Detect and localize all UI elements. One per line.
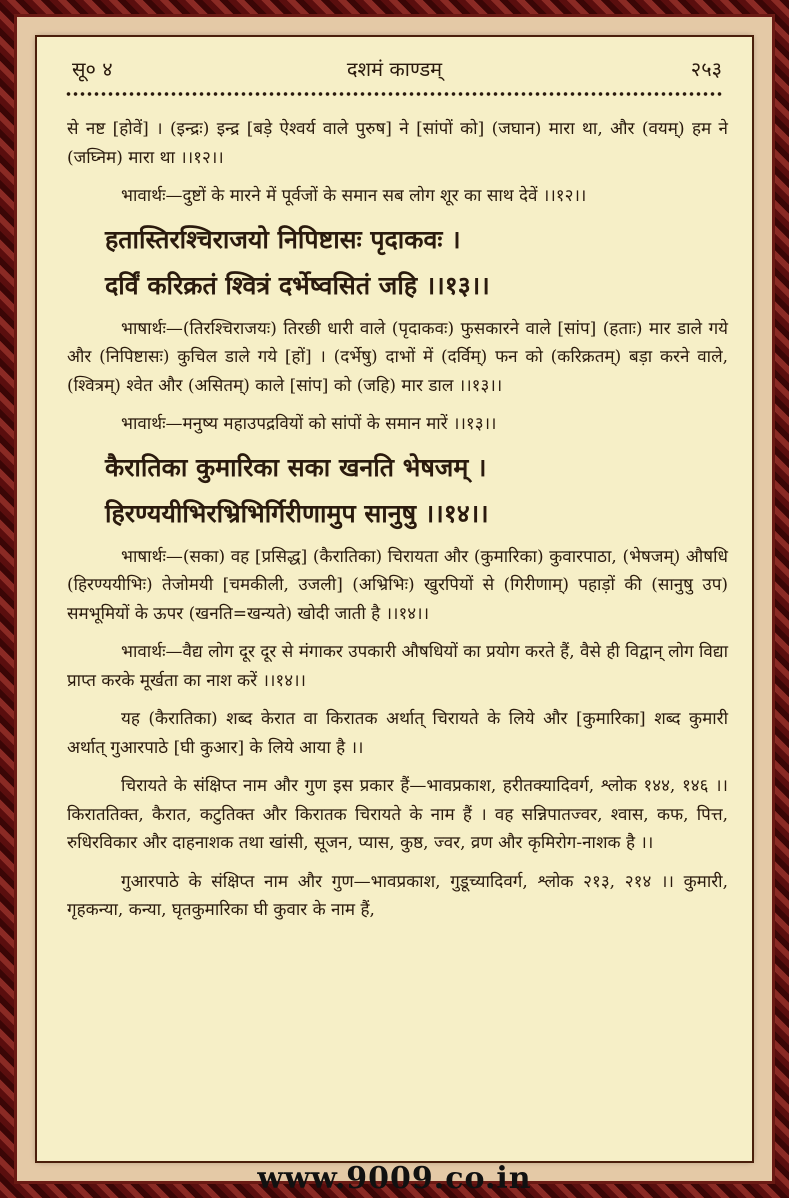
- note-kairatika: यह (कैरातिका) शब्द केरात वा किरातक अर्थात् चिरायते के लिये और [कुमारिका] शब्द कुमारी अर्थात् गुआरपाठे [घी कुआर] के लिये आया है ।।: [67, 709, 728, 758]
- bhasharth-14: भाषार्थः—(सका) वह [प्रसिद्ध] (कैरातिका) चिरायता और (कुमारिका) कुवारपाठा, (भेषजम्) औषधि (हिरण्ययीभिः) तेजोमयी [चमकीली, उजली] (अभ्रिभिः) खुरपियों से (गिरीणाम्) पहाड़ों की (सानुषु उप) समभूमियों के ऊपर (खनति=खन्यते) खोदी जाती है ।।१४।।: [67, 546, 728, 624]
- bhavartha-13: भावार्थः—मनुष्य महाउपद्रवियों को सांपों के समान मारें ।।१३।।: [121, 414, 497, 434]
- mantra-13-line-1: हतास्तिरश्चिराजयो निपिष्टासः पृदाकवः ।: [105, 224, 461, 254]
- website-watermark: www.9009.co.in: [257, 1161, 532, 1196]
- page-body: [67, 115, 728, 925]
- bhasharth-13: भाषार्थः—(तिरश्चिराजयः) तिरछी धारी वाले (पृदाकवः) फुसकारने वाले [सांप] (हताः) मार डाले गये और (निपिष्टासः) कुचिल डाले गये [हों] । (दर्भेषु) दाभों में (दर्विम्) फन को (करिक्रतम्) बड़ा करने वाले, (श्वित्रम्) श्वेत और (असितम्) काले [सांप] को (जहि) मार डाल ।।१३।।: [67, 318, 728, 396]
- kanda-title: दशमं काण्डम्: [346, 57, 443, 81]
- note-chirayata: चिरायते के संक्षिप्त नाम और गुण इस प्रकार हैं—भावप्रकाश, हरीतक्यादिवर्ग, श्लोक १४४, १४६ ।। किराततिक्त, कैरात, कटुतिक्त और किरातक चिरायते के नाम हैं । वह सन्निपातज्वर, श्वास, कफ, पित्त, रुधिरविकार और दाहनाशक तथा खांसी, सूजन, प्यास, कुष्ठ, ज्वर, व्रण और कृमिरोग-नाशक है ।।: [67, 776, 728, 853]
- mantra-13-line-2: दर्विं करिक्रतं श्वित्रं दर्भेष्वसितं जहि ।।१३।।: [105, 270, 490, 300]
- mantra-14-line-1: कैरातिका कुमारिका सका खनति भेषजम् ।: [105, 452, 487, 482]
- book-page: [37, 37, 752, 1161]
- bhavartha-12: भावार्थः—दुष्टों के मारने में पूर्वजों के समान सब लोग शूर का साथ देवें ।।१२।।: [121, 186, 587, 206]
- sukta-number: सू० ४: [72, 57, 113, 81]
- note-guarpatha: गुआरपाठे के संक्षिप्त नाम और गुण—भावप्रकाश, गुडूच्यादिवर्ग, श्लोक २१३, २१४ ।। कुमारी, गृहकन्या, कन्या, घृतकुमारिका घी कुवार के नाम हैं,: [67, 871, 728, 920]
- paragraph-continuation: से नष्ट [होवें] । (इन्द्रः) इन्द्र [बड़े ऐश्वर्य वाले पुरुष] ने [सांपों को] (जघान) मारा था, और (वयम्) हम ने (जघ्निम) मारा था ।।१२।।: [67, 119, 728, 168]
- page-number: २५३: [690, 57, 722, 81]
- mantra-14-line-2: हिरण्ययीभिरभ्रिभिर्गिरीणामुप सानुषु ।।१४।।: [105, 498, 489, 528]
- header-dotted-rule: [65, 91, 722, 97]
- page-header: [37, 55, 752, 85]
- bhavartha-14: भावार्थः—वैद्य लोग दूर दूर से मंगाकर उपकारी औषधियों का प्रयोग करते हैं, वैसे ही विद्वान् लोग विद्या प्राप्त करके मूर्खता का नाश करें ।।१४।।: [67, 642, 728, 691]
